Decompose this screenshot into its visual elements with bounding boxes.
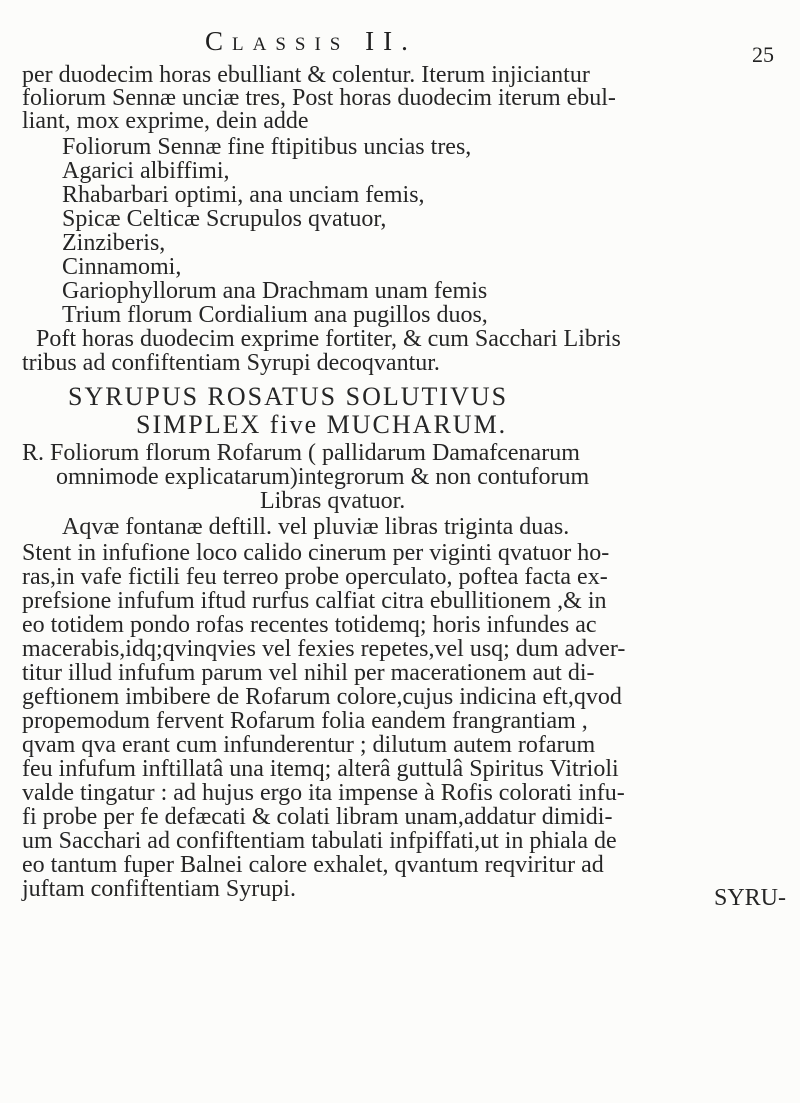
text-line: R. Foliorum florum Rofarum ( pallidarum Damafcenarum — [22, 440, 580, 466]
text-line: um Sacchari ad confiftentiam tabulati infpiffati,ut in phiala de — [22, 828, 617, 854]
text-line: eo totidem pondo rofas recentes totidemq; horis infundes ac — [22, 612, 597, 638]
text-line: macerabis,idq;qvinqvies vel fexies repetes,vel usq; dum adver- — [22, 636, 626, 662]
text-line: per duodecim horas ebulliant & colentur. Iterum injiciantur — [22, 62, 590, 88]
ingredient-line: Spicæ Celticæ Scrupulos qvatuor, — [62, 206, 387, 232]
recipe-subheading: SIMPLEX five MUCHARUM. — [136, 410, 508, 439]
running-title: Classis II. — [205, 26, 417, 56]
text-line: liant, mox exprime, dein adde — [22, 108, 309, 134]
text-line: Libras qvatuor. — [260, 488, 406, 514]
ingredient-line: Agarici albiffimi, — [62, 158, 230, 184]
ingredient-line: Foliorum Sennæ fine ftipitibus uncias tres, — [62, 134, 472, 160]
text-line: propemodum fervent Rofarum folia eandem frangrantiam , — [22, 708, 588, 734]
ingredient-line: Cinnamomi, — [62, 254, 182, 280]
ingredient-line: Rhabarbari optimi, ana unciam femis, — [62, 182, 425, 208]
ingredient-line: Zinziberis, — [62, 230, 166, 256]
text-line: titur illud infufum parum vel nihil per macerationem aut di- — [22, 660, 595, 686]
catchword: SYRU- — [713, 885, 786, 911]
text-line: geftionem imbibere de Rofarum colore,cujus indicina eft,qvod — [22, 684, 622, 710]
text-line: fi probe per fe defæcati & colati libram unam,addatur dimidi- — [22, 804, 613, 830]
page-header — [0, 22, 800, 67]
text-line: juftam confiftentiam Syrupi. — [22, 876, 296, 902]
text-line: ras,in vafe fictili feu terreo probe operculato, poftea facta ex- — [22, 564, 608, 590]
text-line: Aqvæ fontanæ deftill. vel pluviæ libras triginta duas. — [62, 514, 570, 540]
text-line: qvam qva erant cum infunderentur ; dilutum autem rofarum — [22, 732, 596, 758]
text-line: valde tingatur : ad hujus ergo ita impense à Rofis colorati infu- — [22, 780, 625, 806]
text-line: foliorum Sennæ unciæ tres, Post horas duodecim iterum ebul- — [22, 85, 616, 111]
recipe-heading: SYRUPUS ROSATUS SOLUTIVUS — [68, 382, 509, 411]
page-number: 25 — [752, 42, 774, 67]
text-line: feu infufum inftillatâ una itemq; alterâ guttulâ Spiritus Vitrioli — [22, 756, 619, 782]
text-line: prefsione infufum iftud rurfus calfiat citra ebullitionem ,& in — [22, 588, 607, 614]
text-line: Stent in infufione loco calido cinerum per viginti qvatuor ho- — [22, 540, 610, 566]
text-line: tribus ad confiftentiam Syrupi decoqvantur. — [22, 350, 440, 376]
ingredient-line: Gariophyllorum ana Drachmam unam femis — [62, 278, 488, 304]
text-line: Poft horas duodecim exprime fortiter, & cum Sacchari Libris — [36, 326, 621, 352]
text-line: omnimode explicatarum)integrorum & non contuforum — [56, 464, 590, 490]
ingredient-line: Trium florum Cordialium ana pugillos duos, — [62, 302, 488, 328]
text-line: eo tantum fuper Balnei calore exhalet, qvantum reqviritur ad — [22, 852, 604, 878]
